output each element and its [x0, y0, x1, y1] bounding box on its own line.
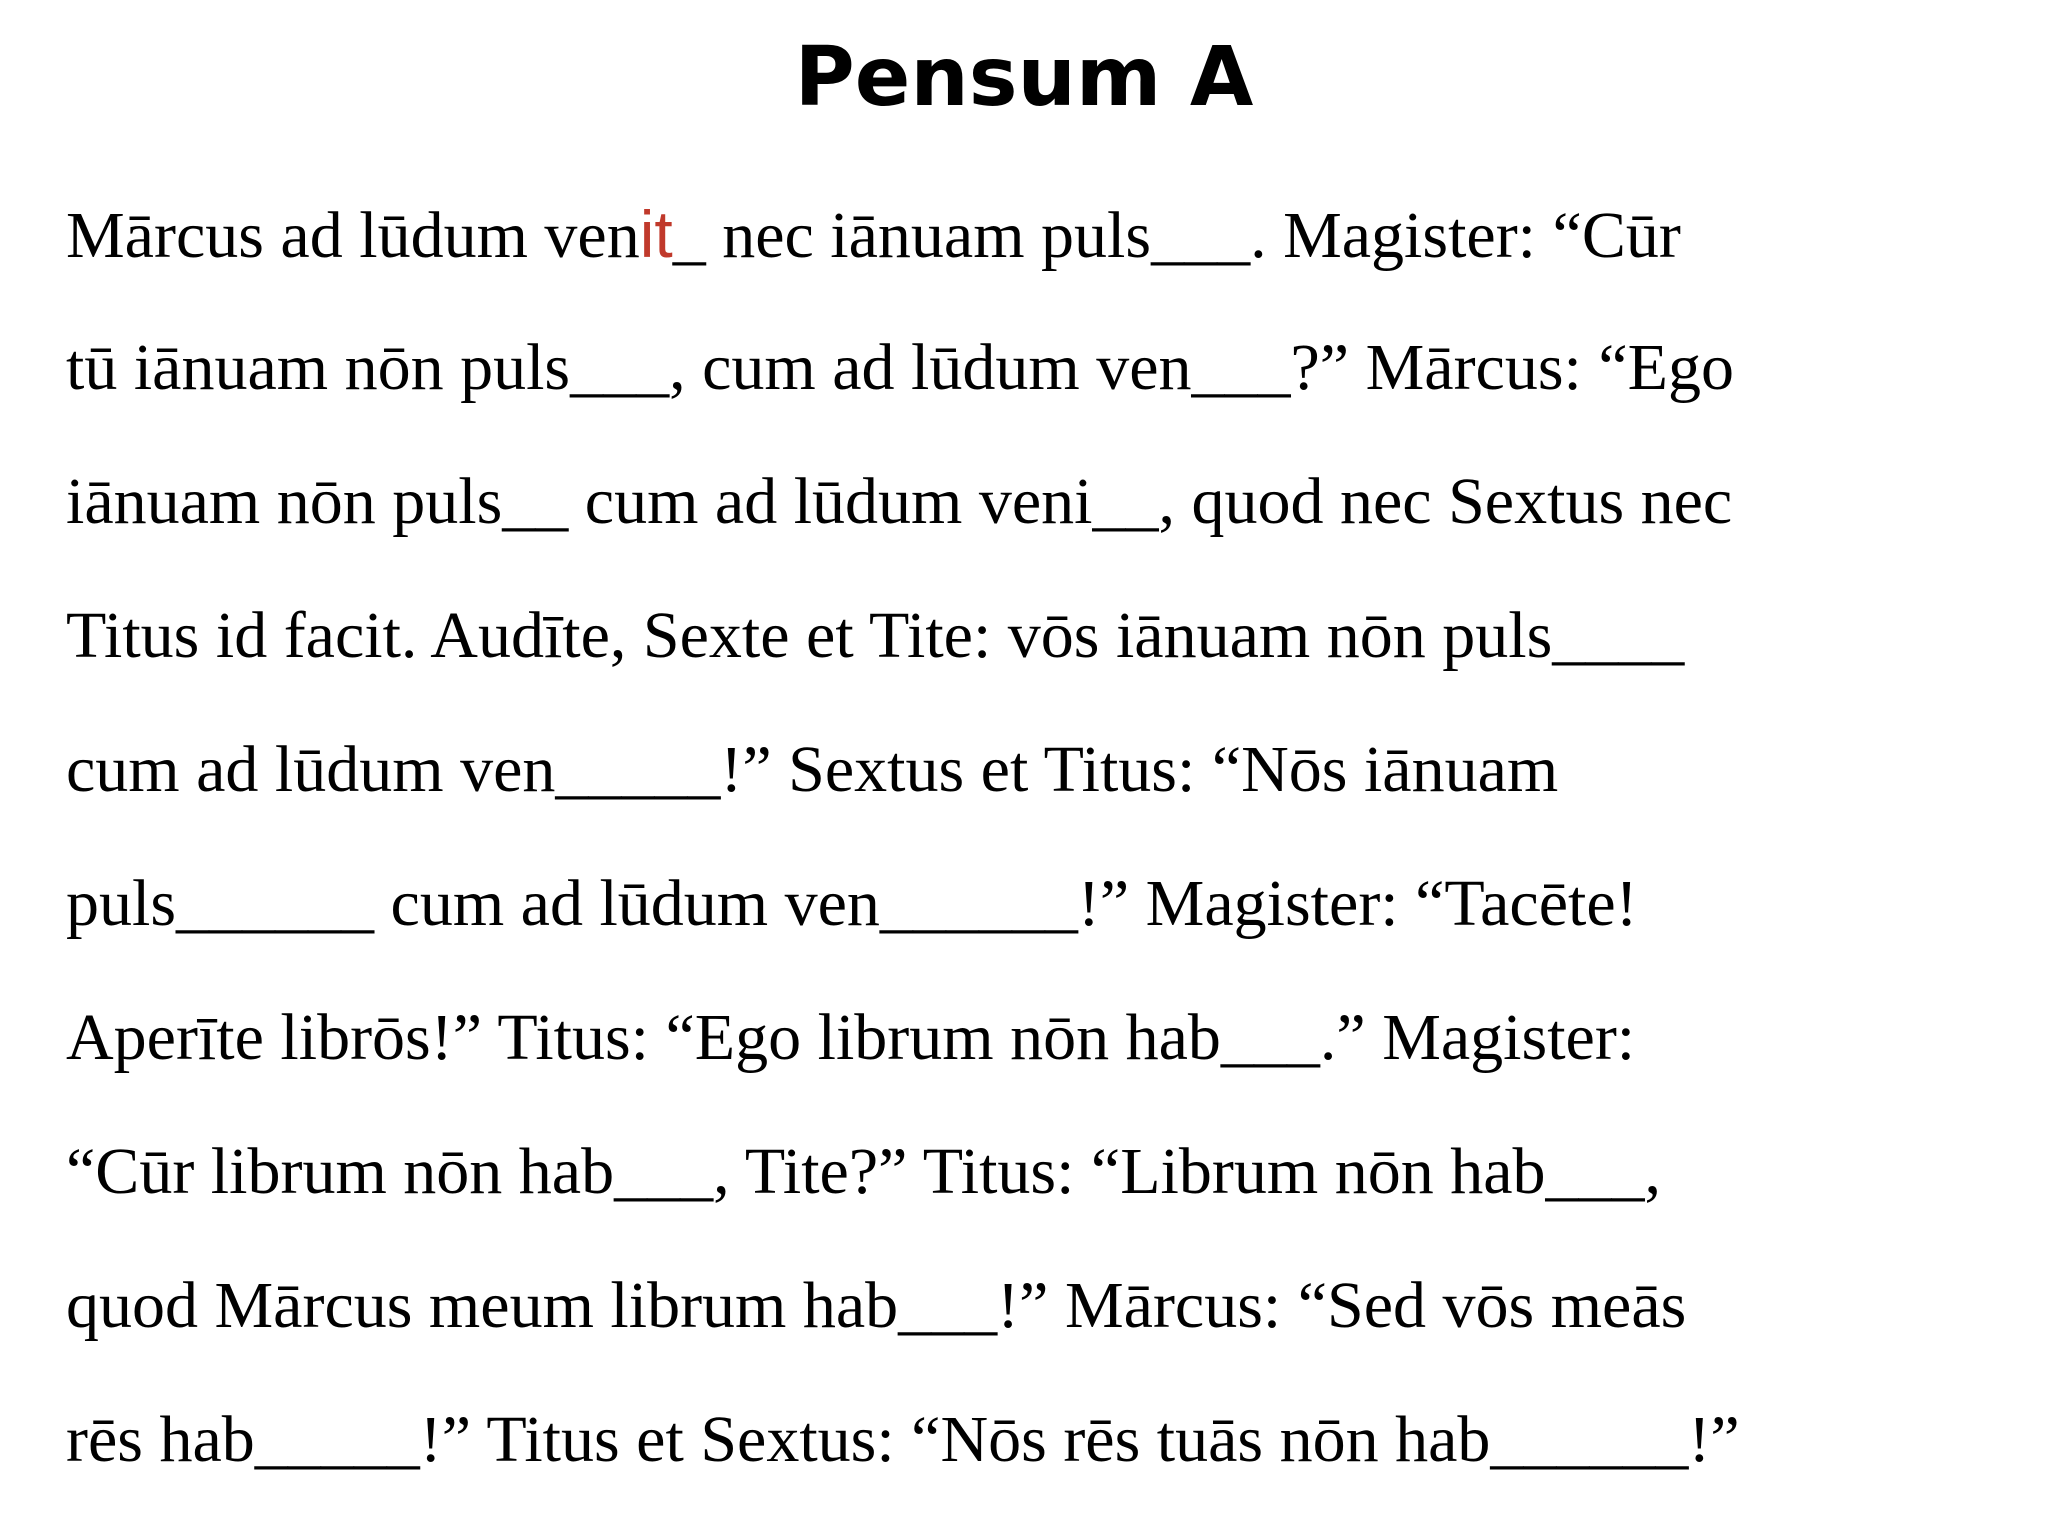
line-text-before: Mārcus ad lūdum ven [66, 199, 640, 272]
exercise-line: rēs hab_____!” Titus et Sextus: “Nōs rēs tuās nōn hab______!” [66, 1403, 1740, 1476]
exercise-line: Titus id facit. Audīte, Sexte et Tite: vōs iānuam nōn puls____ [66, 599, 1685, 672]
exercise-line: tū iānuam nōn puls___, cum ad lūdum ven___?” Mārcus: “Ego [66, 331, 1734, 404]
exercise-line [66, 194, 1681, 274]
exercise-line: cum ad lūdum ven_____!” Sextus et Titus: “Nōs iānuam [66, 733, 1559, 806]
page-title: Pensum A [794, 30, 1254, 125]
line-text-after: _ nec iānuam puls___. Magister: “Cūr [672, 199, 1681, 272]
filled-answer: it [639, 197, 673, 271]
exercise-line: puls______ cum ad lūdum ven______!” Magister: “Tacēte! [66, 867, 1638, 940]
exercise-line: quod Mārcus meum librum hab___!” Mārcus: “Sed vōs meās [66, 1269, 1687, 1342]
exercise-line: “Cūr librum nōn hab___, Tite?” Titus: “Librum nōn hab___, [66, 1135, 1661, 1208]
exercise-line: iānuam nōn puls__ cum ad lūdum veni__, quod nec Sextus nec [66, 465, 1733, 538]
exercise-line: Aperīte librōs!” Titus: “Ego librum nōn hab___.” Magister: [66, 1001, 1636, 1074]
